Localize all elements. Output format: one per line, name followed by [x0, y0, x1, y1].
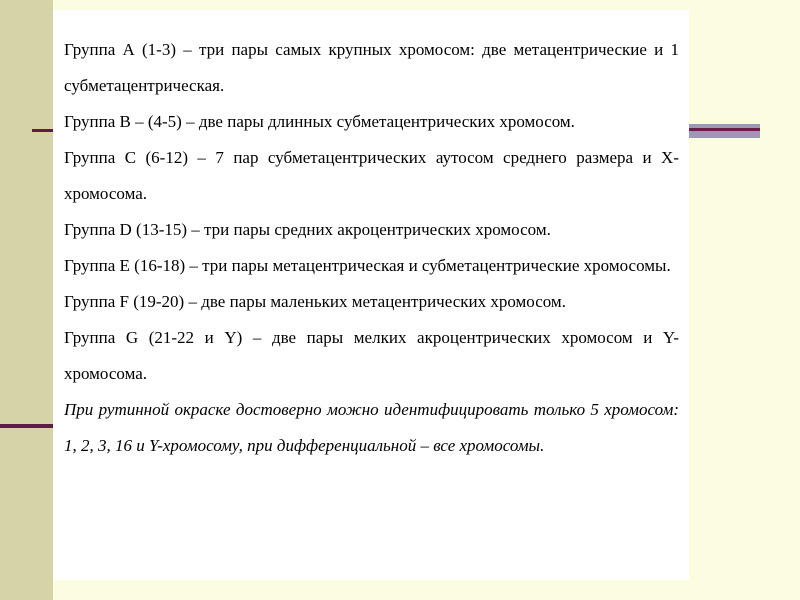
group-g-paragraph: Группа G (21-22 и Y) – две пары мелких акроцентрических хромосом и Y-хромосома.	[64, 328, 679, 383]
group-f-paragraph: Группа F (19-20) – две пары маленьких метацентрических хромосом.	[64, 292, 566, 311]
right-decorative-bar	[689, 124, 760, 138]
left-decorative-band	[0, 0, 53, 600]
group-b-paragraph: Группа В – (4-5) – две пары длинных субметацентрических хромосом.	[64, 112, 575, 131]
slide-text-box	[53, 10, 689, 580]
left-accent-line	[32, 129, 53, 132]
group-e-paragraph: Группа Е (16-18) – три пары метацентрическая и субметацентрические хромосомы.	[64, 256, 671, 275]
group-d-paragraph: Группа D (13-15) – три пары средних акроцентрических хромосом.	[64, 220, 551, 239]
left-bottom-accent-line	[0, 424, 53, 428]
group-a-paragraph: Группа А (1-3) – три пары самых крупных хромосом: две метацентрические и 1 субметацентрическая.	[64, 40, 679, 95]
staining-note-paragraph: При рутинной окраске достоверно можно идентифицировать только 5 хромосом: 1, 2, 3, 16 и Y-хромосому, при дифференциальной – все хромосомы.	[64, 400, 679, 455]
group-c-paragraph: Группа С (6-12) – 7 пар субметацентрических аутосом среднего размера и Х-хромосома.	[64, 148, 679, 203]
